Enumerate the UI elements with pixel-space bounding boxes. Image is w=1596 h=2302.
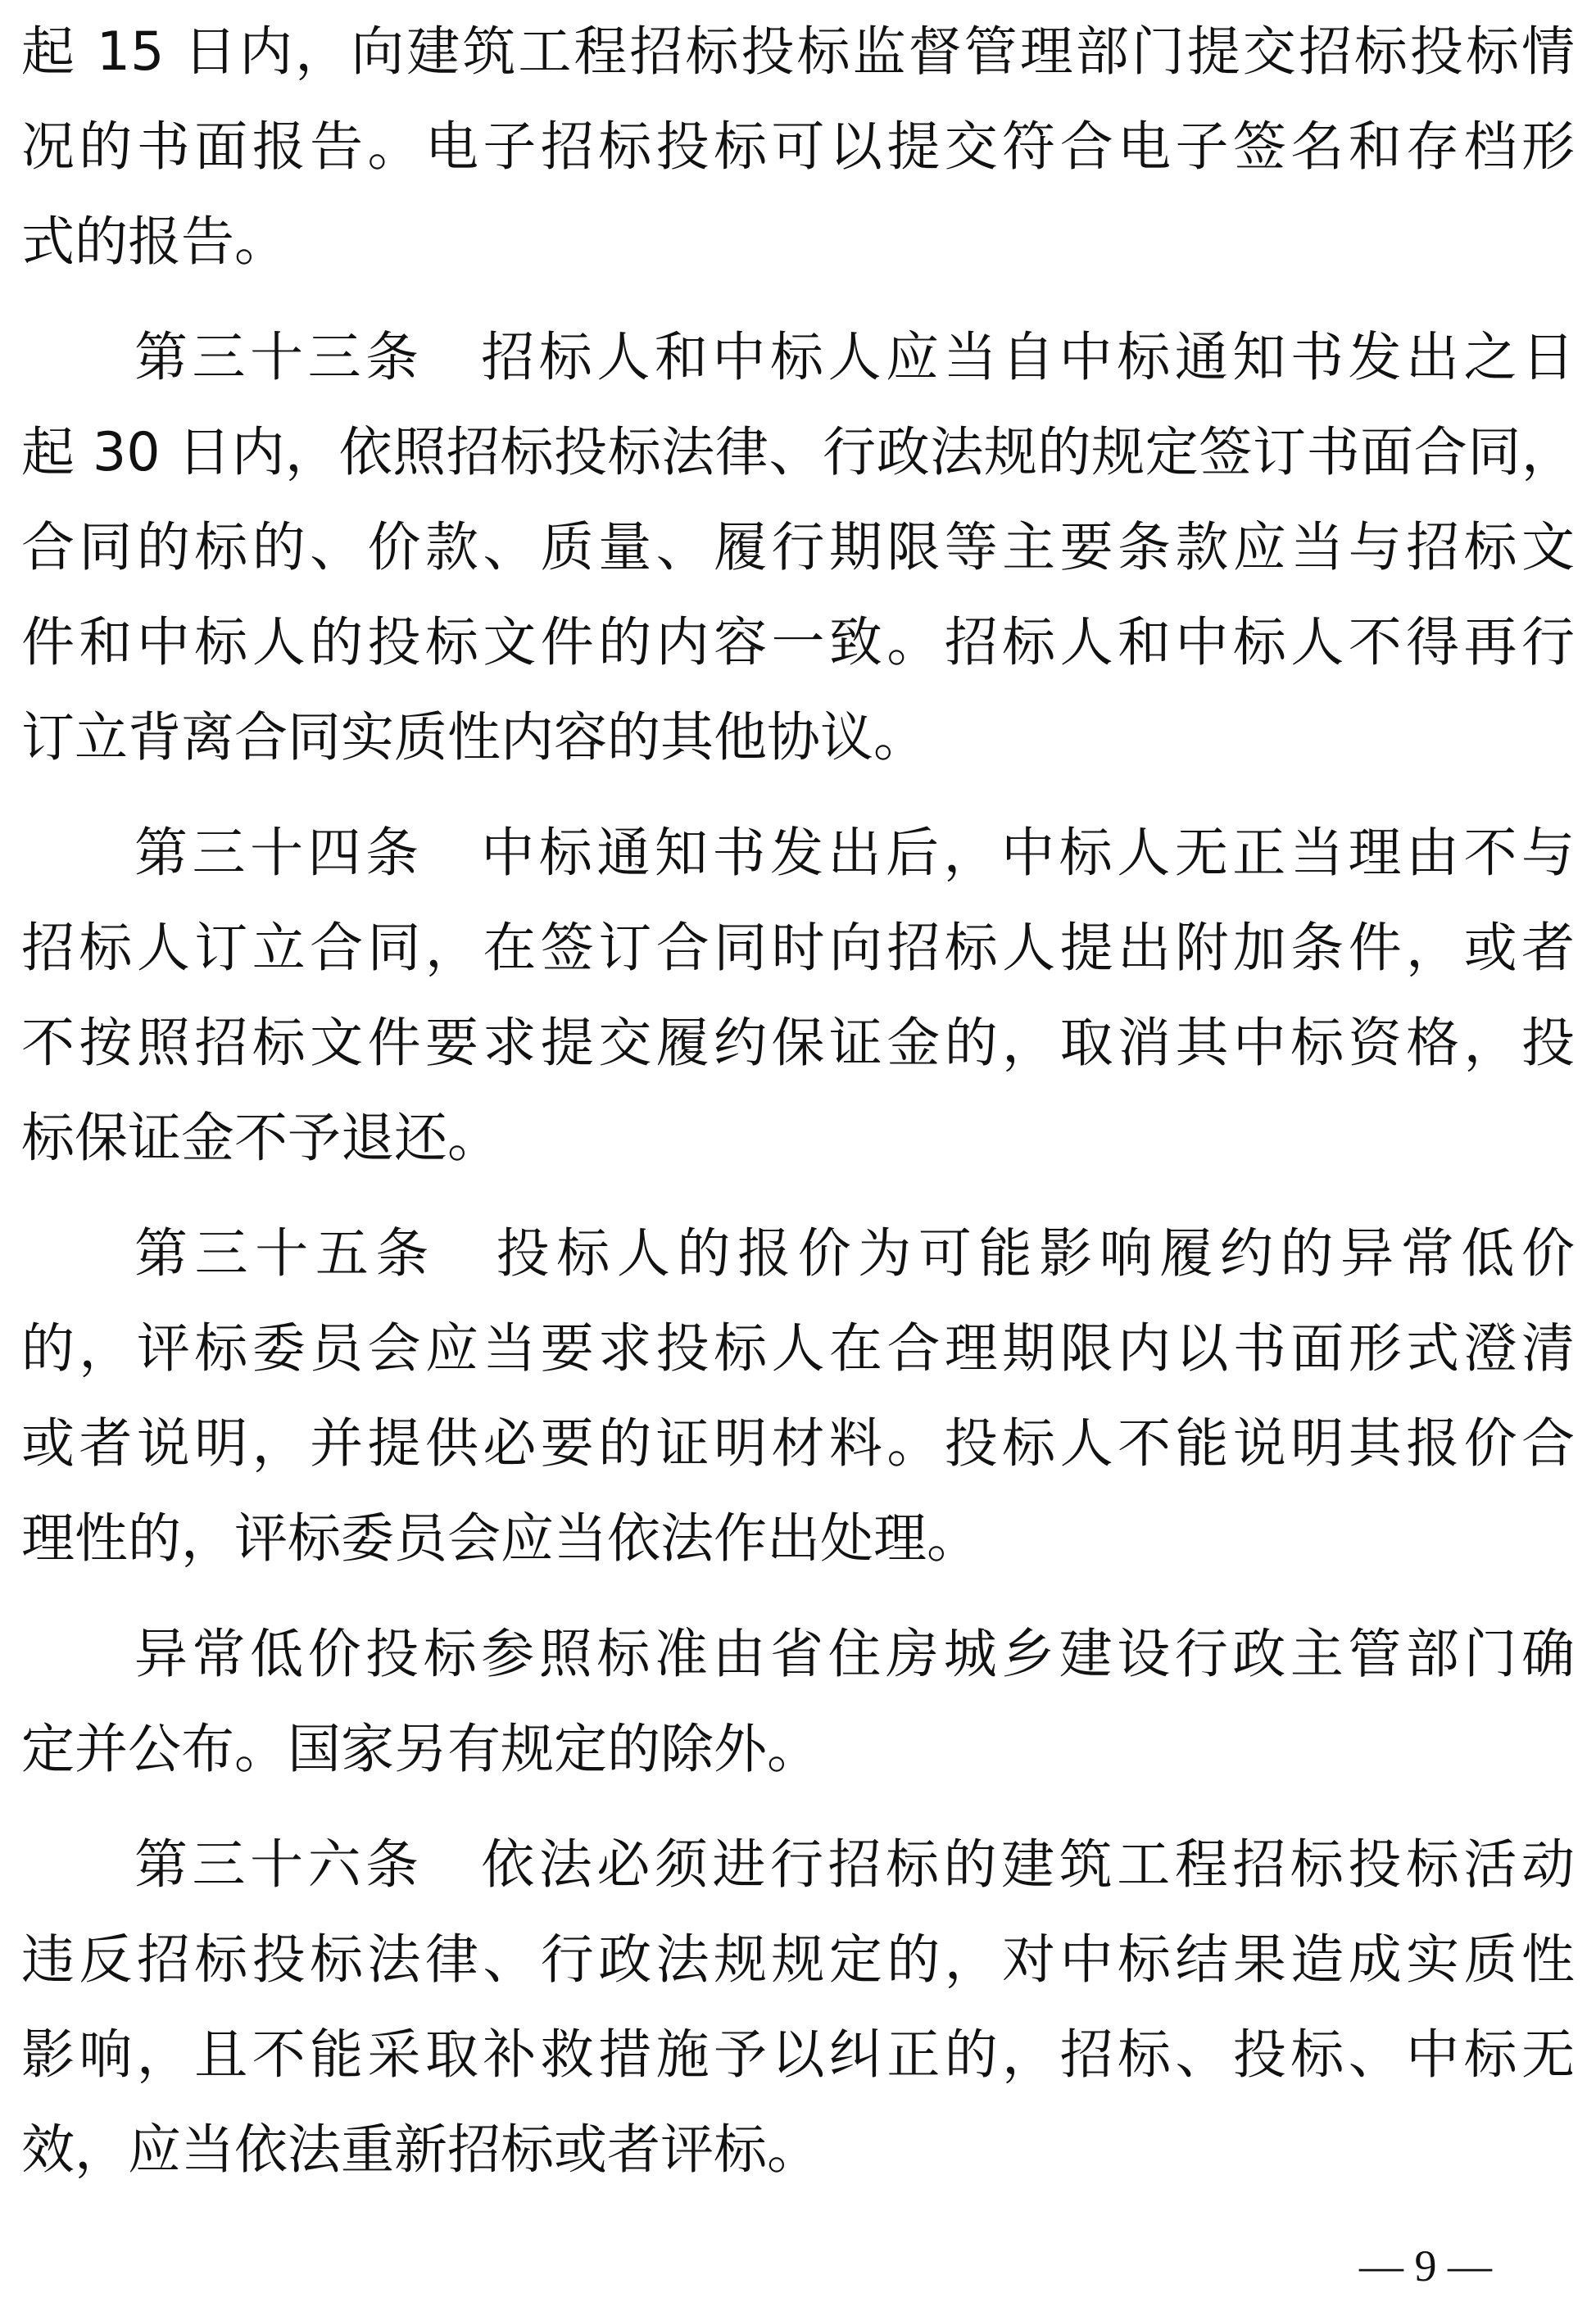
article-36-heading-line: 第三十六条 依法必须进行招标的建筑工程招标投标活动 (134, 1834, 1575, 1896)
text-line: 的，评标委员会应当要求投标人在合理期限内以书面形式澄清 (21, 1318, 1575, 1380)
article-33-heading-line: 第三十三条 招标人和中标人应当自中标通知书发出之日 (134, 327, 1575, 388)
text-line: 标保证金不予退还。 (21, 1108, 501, 1169)
text-line: 起 15 日内，向建筑工程招标投标监督管理部门提交招标投标情 (21, 21, 1575, 83)
text-line: 定并公布。国家另有规定的除外。 (21, 1719, 821, 1780)
text-line: 招标人订立合同，在签订合同时向招标人提出附加条件，或者 (21, 918, 1575, 979)
text-line: 起 30 日内，依照招标投标法律、行政法规的规定签订书面合同， (21, 422, 1575, 483)
text-line: 不按照招标文件要求提交履约保证金的，取消其中标资格，投 (21, 1013, 1575, 1074)
text-line: 订立背离合同实质性内容的其他协议。 (21, 707, 927, 768)
paragraph-first-line: 异常低价投标参照标准由省住房城乡建设行政主管部门确 (134, 1624, 1575, 1685)
page-number: — 9 — (1359, 2241, 1492, 2291)
article-35-heading-line: 第三十五条 投标人的报价为可能影响履约的异常低价 (134, 1223, 1575, 1285)
text-line: 理性的，评标委员会应当依法作出处理。 (21, 1508, 981, 1570)
text-line: 合同的标的、价款、质量、履行期限等主要条款应当与招标文 (21, 517, 1575, 578)
text-line: 况的书面报告。电子招标投标可以提交符合电子签名和存档形 (21, 116, 1575, 178)
text-line: 违反招标投标法律、行政法规规定的，对中标结果造成实质性 (21, 1929, 1575, 1991)
text-line: 件和中标人的投标文件的内容一致。招标人和中标人不得再行 (21, 612, 1575, 673)
article-34-heading-line: 第三十四条 中标通知书发出后，中标人无正当理由不与 (134, 822, 1575, 884)
text-line: 或者说明，并提供必要的证明材料。投标人不能说明其报价合 (21, 1413, 1575, 1475)
text-line: 效，应当依法重新招标或者评标。 (21, 2119, 821, 2181)
text-line: 影响，且不能采取补救措施予以纠正的，招标、投标、中标无 (21, 2024, 1575, 2086)
text-line: 式的报告。 (21, 211, 288, 273)
